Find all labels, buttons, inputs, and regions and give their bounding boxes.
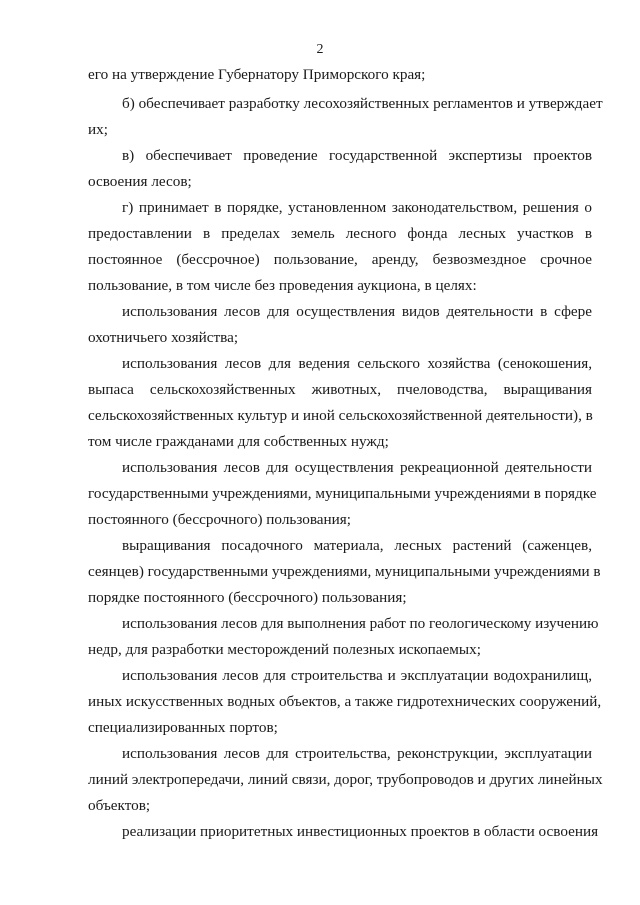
text-line: использования лесов для строительства и эксплуатации водохранилищ, — [122, 667, 592, 684]
text-line: недр, для разработки месторождений полезных ископаемых; — [88, 641, 481, 658]
text-line: объектов; — [88, 797, 151, 814]
text-line: их; — [88, 121, 108, 138]
text-line: использования лесов для строительства, реконструкции, эксплуатации — [122, 745, 592, 762]
text-line: в) обеспечивает проведение государственной экспертизы проектов — [122, 147, 592, 164]
text-line: реализации приоритетных инвестиционных проектов в области освоения — [122, 823, 599, 840]
text-line: г) принимает в порядке, установленном законодательством, решения о — [122, 199, 592, 216]
text-line: специализированных портов; — [88, 719, 278, 736]
text-line: б) обеспечивает разработку лесохозяйственных регламентов и утверждает — [122, 95, 603, 112]
text-line: постоянное (бессрочное) пользование, аренду, безвозмездное срочное — [88, 251, 592, 268]
text-line: использования лесов для ведения сельского хозяйства (сенокошения, — [122, 355, 592, 372]
text-line: выращивания посадочного материала, лесных растений (саженцев, — [122, 537, 592, 554]
text-line: выпаса сельскохозяйственных животных, пчеловодства, выращивания — [88, 381, 592, 398]
text-line: охотничьего хозяйства; — [88, 329, 239, 346]
text-line: предоставлении в пределах земель лесного фонда лесных участков в — [88, 225, 592, 242]
text-line: его на утверждение Губернатору Приморского края; — [88, 66, 426, 83]
text-line: сельскохозяйственных культур и иной сельскохозяйственной деятельности), в — [88, 407, 593, 424]
text-line: том числе гражданами для собственных нужд; — [88, 433, 389, 450]
text-line: линий электропередачи, линий связи, дорог, трубопроводов и других линейных — [88, 771, 603, 788]
text-line: освоения лесов; — [88, 173, 192, 190]
page-number: 2 — [316, 42, 324, 57]
text-line: порядке постоянного (бессрочного) пользования; — [88, 589, 407, 606]
text-line: использования лесов для выполнения работ по геологическому изучению — [122, 615, 599, 632]
text-line: сеянцев) государственными учреждениями, муниципальными учреждениями в — [88, 563, 601, 580]
text-line: использования лесов для осуществления видов деятельности в сфере — [122, 303, 592, 320]
text-line: государственными учреждениями, муниципальными учреждениями в порядке — [88, 485, 597, 502]
text-line: иных искусственных водных объектов, а также гидротехнических сооружений, — [88, 693, 602, 710]
text-line: пользование, в том числе без проведения аукциона, в целях: — [88, 277, 477, 294]
text-line: постоянного (бессрочного) пользования; — [88, 511, 351, 528]
text-line: использования лесов для осуществления рекреационной деятельности — [122, 459, 592, 476]
